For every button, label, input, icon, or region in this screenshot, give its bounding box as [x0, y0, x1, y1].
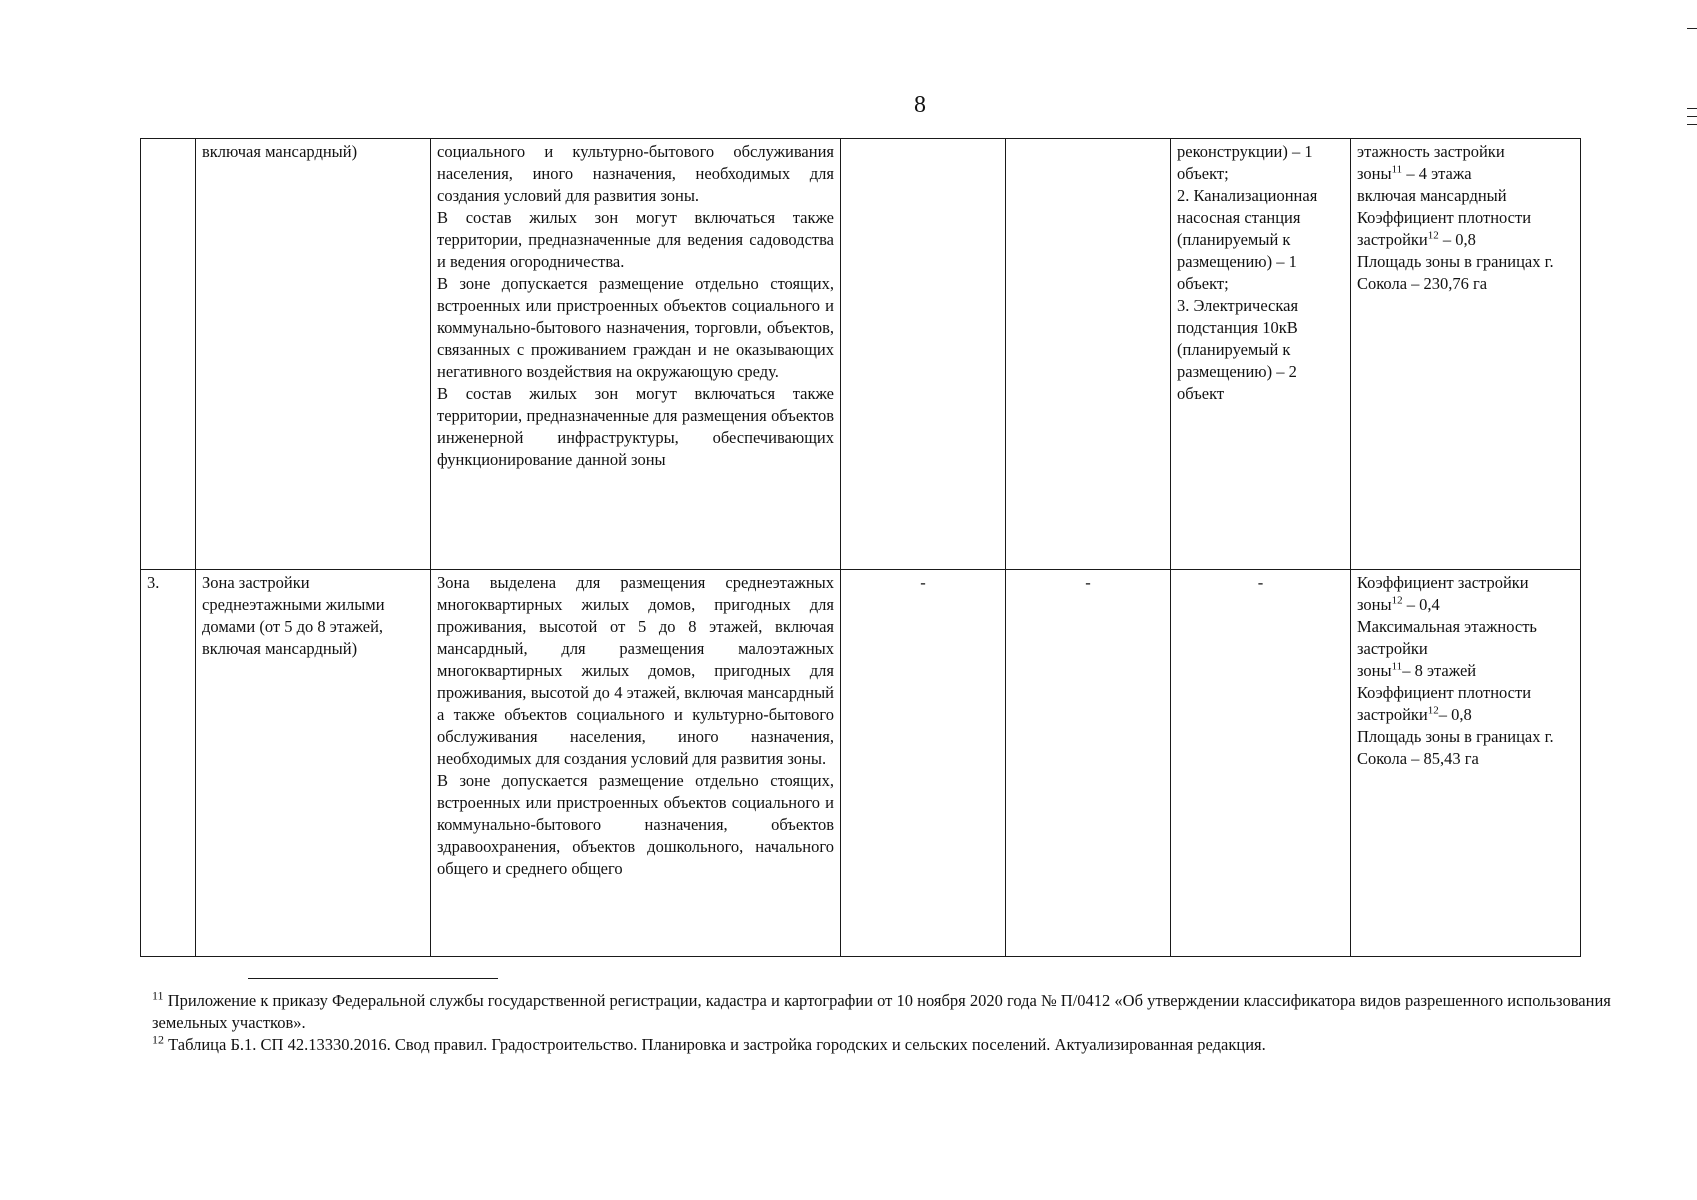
- dash-cell: -: [1171, 570, 1351, 957]
- param-line: Коэффициент застройки: [1357, 573, 1529, 592]
- row-number-cell: 3.: [141, 570, 196, 957]
- param-line: зоны$^{12}$ – 0,4: [1357, 594, 1440, 614]
- facility-item: 3. Электрическая подстанция 10кВ (планируемый к размещению) – 2 объект: [1177, 296, 1299, 403]
- param-line: застройки$^{12}$– 0,8: [1357, 704, 1472, 724]
- footnote-text: Таблица Б.1. СП 42.13330.2016. Свод правил. Градостроительство. Планировка и застройка городских и сельских поселений. Актуализированная редакция.: [164, 1035, 1266, 1054]
- param-line: зоны$^{11}$– 8 этажей: [1357, 660, 1477, 680]
- scan-edge-mark: [1687, 28, 1697, 29]
- footnote-ref: 12: [1391, 594, 1403, 607]
- param-line: зоны$^{11}$ – 4 этажа: [1357, 163, 1472, 183]
- scan-edge-mark: [1687, 124, 1697, 125]
- footnote-ref: 11: [1391, 660, 1403, 673]
- zone-description-cell: [431, 139, 841, 570]
- page-number: 8: [914, 92, 926, 118]
- footnote-ref: 11: [1391, 163, 1403, 176]
- description-paragraph: В состав жилых зон могут включаться также территории, предназначенные для размещения объектов инженерной инфраструктуры, обеспечивающих функционирование данной зоны: [437, 384, 834, 469]
- param-line: включая мансардный: [1357, 186, 1507, 205]
- footnote-separator: [248, 978, 498, 979]
- footnote-mark: 12: [152, 1032, 164, 1047]
- zone-name: включая мансардный): [202, 142, 358, 161]
- empty-cell: [1006, 139, 1171, 570]
- zone-description-cell: [431, 570, 841, 957]
- scan-edge-mark: [1687, 108, 1697, 109]
- footnote-11: [152, 990, 1652, 1034]
- footnote-ref: 12: [1427, 229, 1439, 242]
- zone-name-cell: [196, 139, 431, 570]
- empty-cell: [841, 139, 1006, 570]
- param-line: Площадь зоны в границах г. Сокола – 85,43 га: [1357, 727, 1554, 768]
- param-line: Максимальная этажность застройки: [1357, 617, 1537, 658]
- facility-item: реконструкции) – 1 объект;: [1177, 142, 1313, 183]
- param-line: Коэффициент плотности: [1357, 683, 1532, 702]
- dash-cell: -: [1006, 570, 1171, 957]
- param-line: Коэффициент плотности: [1357, 208, 1532, 227]
- param-line: Площадь зоны в границах г. Сокола – 230,76 га: [1357, 252, 1554, 293]
- footnotes: [152, 990, 1652, 1056]
- description-paragraph: В состав жилых зон могут включаться также территории, предназначенные для ведения садоводства и ведения огородничества.: [437, 208, 834, 271]
- zone-name: Зона застройки среднеэтажными жилыми домами (от 5 до 8 этажей, включая мансардный): [202, 573, 385, 658]
- table-row: [141, 570, 1581, 957]
- param-line: этажность застройки: [1357, 142, 1505, 161]
- table-row: [141, 139, 1581, 570]
- facilities-cell: [1171, 139, 1351, 570]
- zone-parameters-cell: [1351, 139, 1581, 570]
- footnote-text: Приложение к приказу Федеральной службы государственной регистрации, кадастра и картографии от 10 ноября 2020 года № П/0412 «Об утверждении классификатора видов разрешенного использования земельных участков».: [152, 991, 1611, 1032]
- facility-item: 2. Канализационная насосная станция (планируемый к размещению) – 1 объект;: [1177, 186, 1318, 293]
- row-number-cell: [141, 139, 196, 570]
- description-paragraph: Зона выделена для размещения среднеэтажных многоквартирных жилых домов, пригодных для проживания, высотой от 5 до 8 этажей, включая мансардный, для размещения малоэтажных многоквартирных жилых домов, пригодных для проживания, высотой до 4 этажей, включая мансардный а также объектов социального и культурно-бытового обслуживания населения, иного назначения, необходимых для создания условий для развития зоны.: [437, 573, 834, 768]
- footnote-mark: 11: [152, 988, 164, 1003]
- zone-name-cell: [196, 570, 431, 957]
- description-paragraph: В зоне допускается размещение отдельно стоящих, встроенных или пристроенных объектов социального и коммунально-бытового назначения, объектов здравоохранения, объектов дошкольного, начального общего и среднего общего: [437, 771, 834, 878]
- scan-edge-mark: [1687, 116, 1697, 117]
- description-paragraph: социального и культурно-бытового обслуживания населения, иного назначения, необходимых для создания условий для развития зоны.: [437, 142, 834, 205]
- description-paragraph: В зоне допускается размещение отдельно стоящих, встроенных или пристроенных объектов социального и коммунально-бытового назначения, торговли, объектов, связанных с проживанием граждан и не оказывающих негативного воздействия на окружающую среду.: [437, 274, 834, 381]
- footnote-12: [152, 1034, 1652, 1056]
- zones-table: [140, 138, 1581, 957]
- dash-cell: -: [841, 570, 1006, 957]
- footnote-ref: 12: [1427, 704, 1439, 717]
- param-line: застройки$^{12}$ – 0,8: [1357, 229, 1476, 249]
- zone-parameters-cell: [1351, 570, 1581, 957]
